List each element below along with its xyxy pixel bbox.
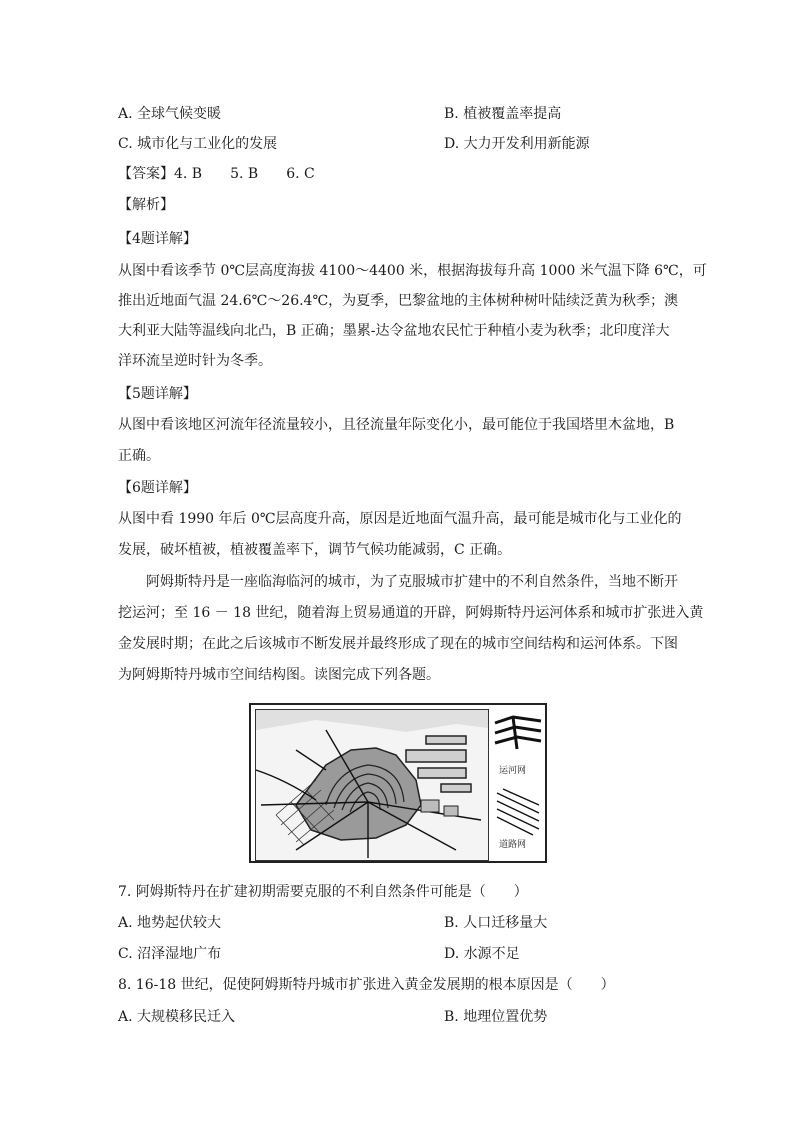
q4-line-1: 从图中看该季节 0℃层高度海拔 4100～4400 米，根据海拔每升高 1000 米气温下降 6℃，可	[118, 263, 707, 279]
answer-line: 【答案】4. B 5. B 6. C	[118, 166, 315, 182]
q5-line-2: 正确。	[118, 448, 160, 464]
q7-option-a: A. 地势起伏较大	[118, 915, 222, 931]
q7-stem: 7. 阿姆斯特丹在扩建初期需要克服的不利自然条件可能是（ ）	[118, 884, 528, 900]
q4-heading: 【4题详解】	[118, 231, 197, 247]
q6-line-1: 从图中看 1990 年后 0℃层高度升高，原因是近地面气温升高，最可能是城市化与工业化的	[118, 511, 682, 527]
q4-line-3: 大利亚大陆等温线向北凸，B 正确；墨累-达令盆地农民忙于种植小麦为秋季；北印度洋大	[118, 323, 670, 339]
option-a: A. 全球气候变暖	[118, 106, 222, 122]
q5-line-1: 从图中看该地区河流年径流量较小，且径流量年际变化小，最可能位于我国塔里木盆地，B	[118, 417, 675, 433]
q7-option-b: B. 人口迁移量大	[444, 915, 548, 931]
passage-line-4: 为阿姆斯特丹城市空间结构图。读图完成下列各题。	[118, 667, 440, 683]
legend-road-label: 道路网	[499, 840, 527, 850]
map-legend	[493, 709, 543, 859]
option-d: D. 大力开发利用新能源	[444, 136, 590, 152]
passage-line-2: 挖运河；至 16 － 18 世纪，随着海上贸易通道的开辟，阿姆斯特丹运河体系和城市扩张进入黄	[118, 605, 704, 621]
analysis-heading: 【解析】	[118, 197, 174, 213]
q7-option-d: D. 水源不足	[444, 946, 520, 962]
q6-heading: 【6题详解】	[118, 480, 197, 496]
amsterdam-map	[255, 709, 489, 861]
q4-line-4: 洋环流呈逆时针为冬季。	[118, 353, 272, 369]
q6-line-2: 发展，破坏植被，植被覆盖率下，调节气候功能减弱，C 正确。	[118, 542, 512, 558]
q5-heading: 【5题详解】	[118, 386, 197, 402]
q4-line-2: 推出近地面气温 24.6℃～26.4℃，为夏季，巴黎盆地的主体树种树叶陆续泛黄为秋季；澳	[118, 293, 679, 309]
q8-option-b: B. 地理位置优势	[444, 1009, 548, 1025]
map-graphic	[256, 710, 488, 860]
q7-option-c: C. 沼泽湿地广布	[118, 946, 222, 962]
option-c: C. 城市化与工业化的发展	[118, 136, 278, 152]
legend-canal-label: 运河网	[499, 766, 527, 776]
passage-line-3: 金发展时期；在此之后该城市不断发展并最终形成了现在的城市空间结构和运河体系。下图	[118, 636, 678, 652]
q8-option-a: A. 大规模移民迁入	[118, 1009, 236, 1025]
passage-line-1: 阿姆斯特丹是一座临海临河的城市，为了克服城市扩建中的不利自然条件，当地不断开	[146, 574, 678, 590]
q8-stem: 8. 16-18 世纪，促使阿姆斯特丹城市扩张进入黄金发展期的根本原因是（ ）	[118, 977, 615, 993]
option-b: B. 植被覆盖率提高	[444, 106, 562, 122]
amsterdam-structure-figure	[249, 703, 547, 863]
